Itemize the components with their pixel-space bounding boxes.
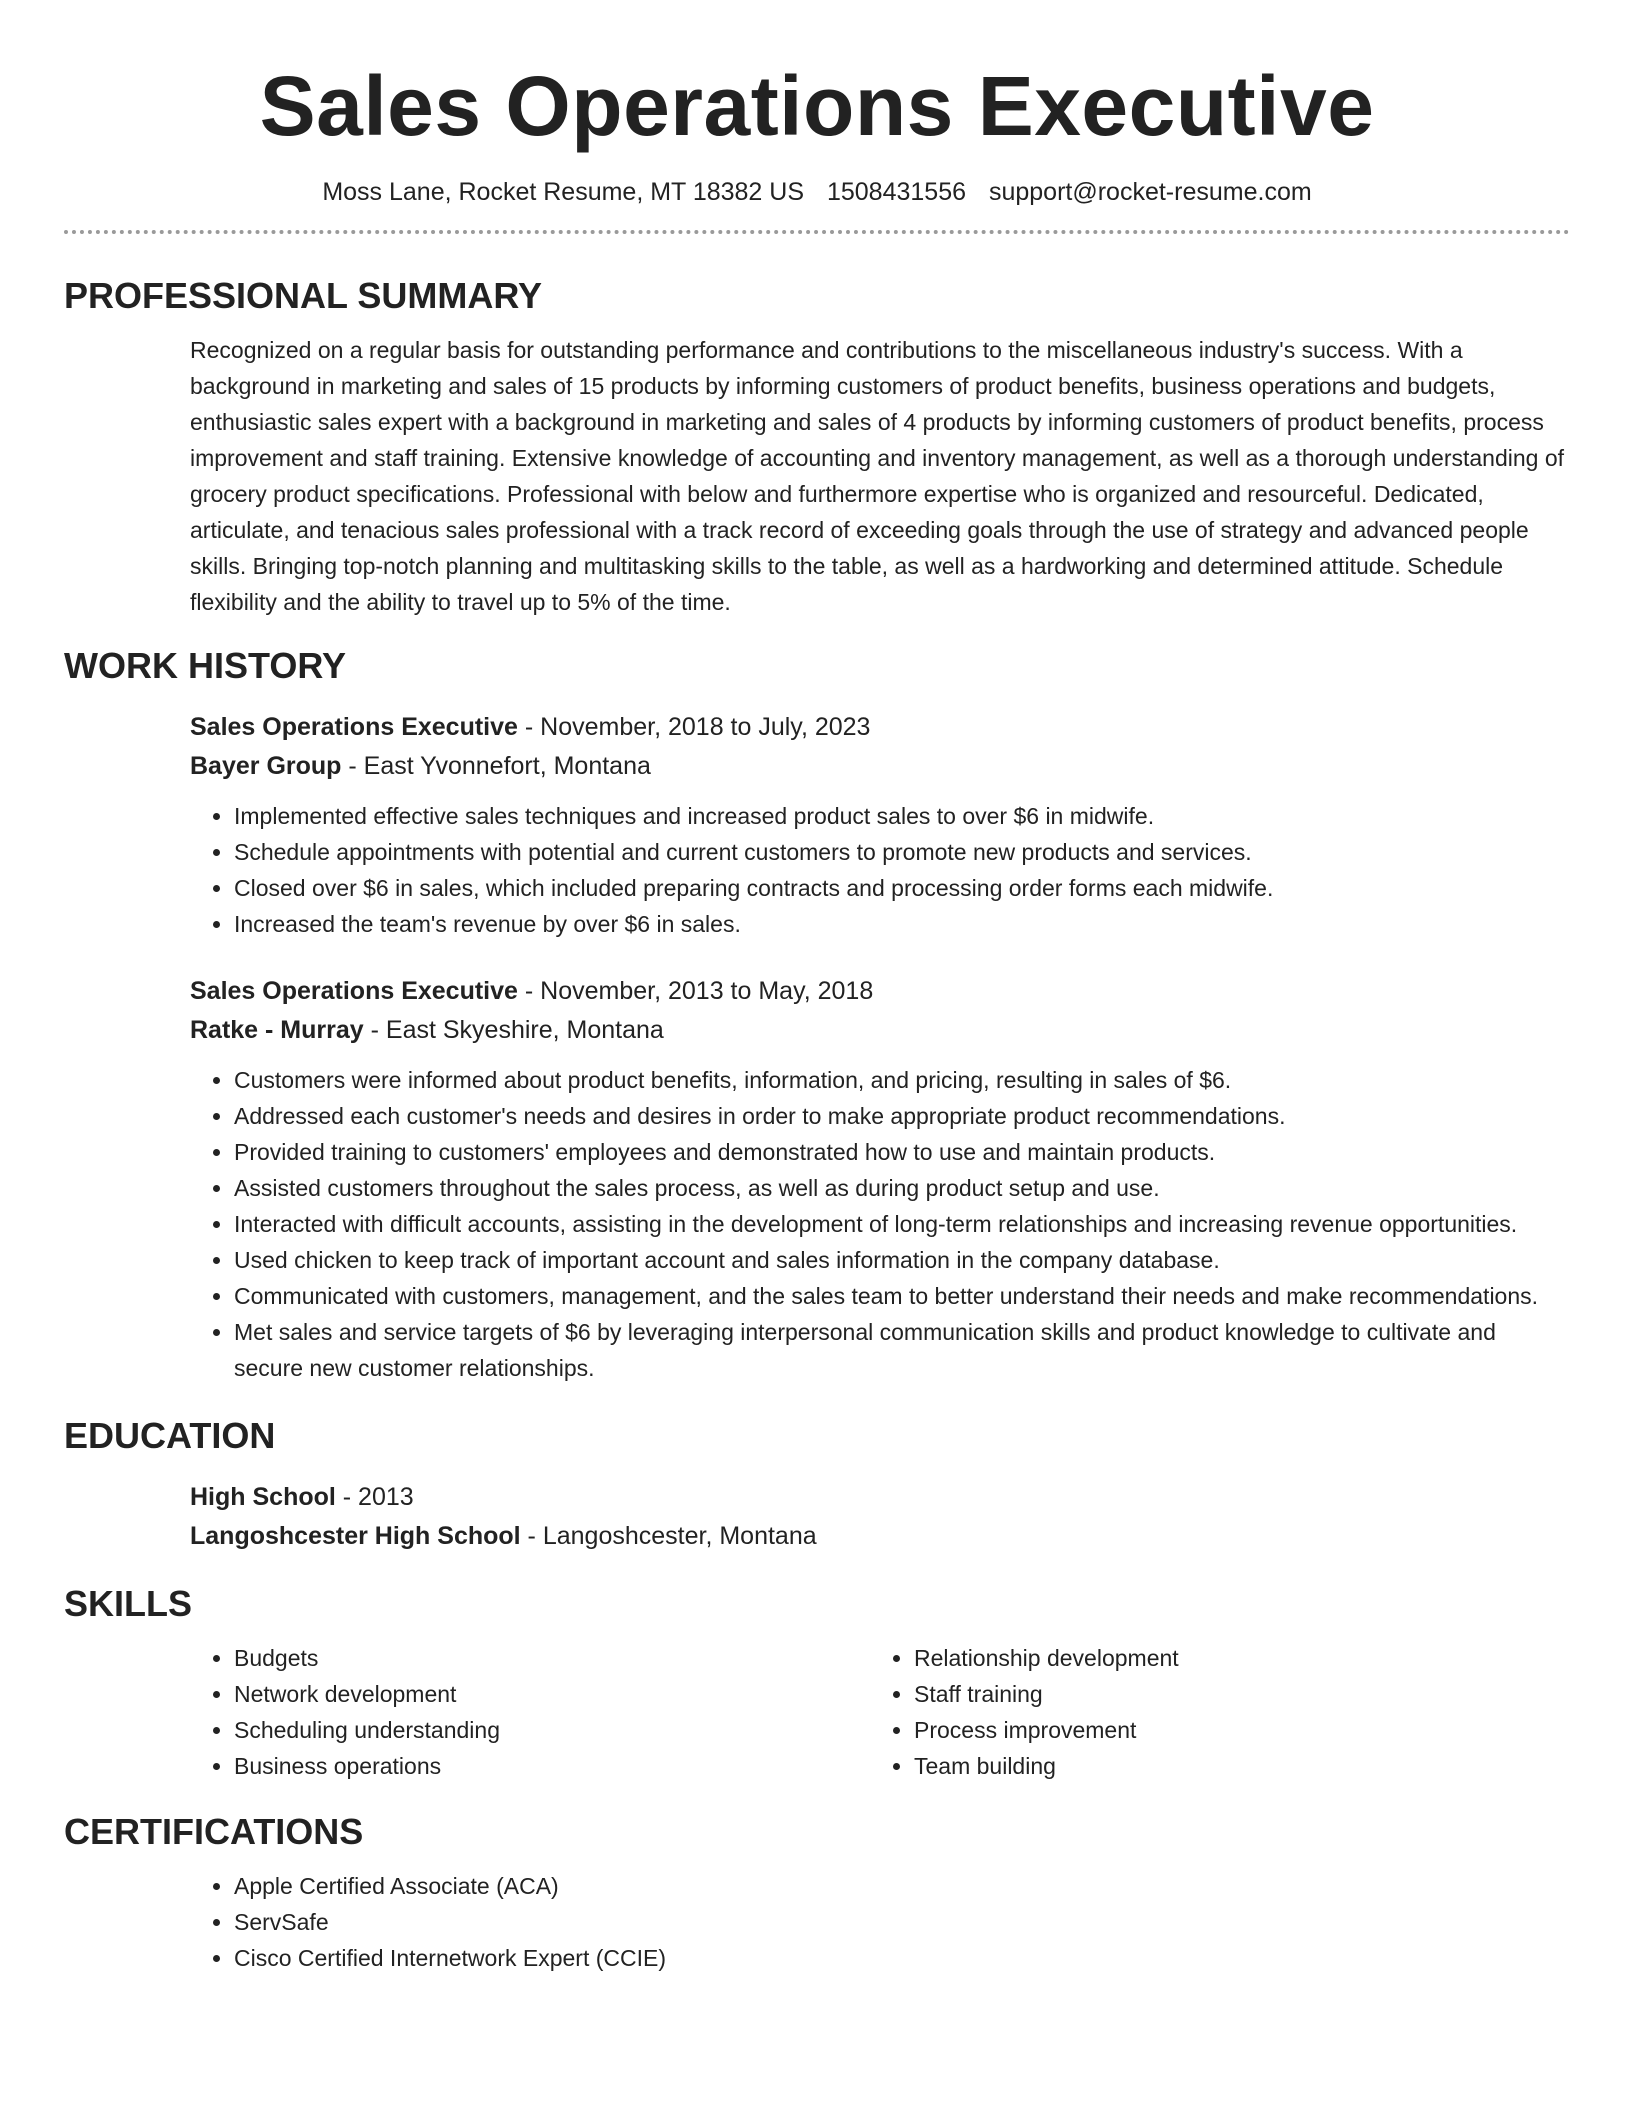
education-location: - Langoshcester, Montana <box>520 1522 817 1550</box>
job-company: Bayer Group <box>190 752 342 780</box>
resume-page <box>64 0 1570 1976</box>
list-item: • Process improvement <box>914 1712 1550 1748</box>
contact-address: Moss Lane, Rocket Resume, MT 18382 US <box>322 178 805 206</box>
job-entry <box>190 708 1570 942</box>
job-company: Ratke - Murray <box>190 1016 364 1044</box>
skills-column-left <box>190 1640 870 1784</box>
skills-list <box>190 1640 870 1784</box>
list-item: • Used chicken to keep track of important account and sales information in the company database. <box>234 1242 1570 1278</box>
summary-text: Recognized on a regular basis for outstanding performance and contributions to the miscellaneous industry's success. With a background in marketing and sales of 15 products by informing customers of product benefits, business operations and budgets, enthusiastic sales expert with a background in marketing and sales of 4 products by informing customers of product benefits, process improvement and staff training. Extensive knowledge of accounting and inventory management, as well as a thorough understanding of grocery product specifications. Professional with below and furthermore expertise who is organized and resourceful. Dedicated, articulate, and tenacious sales professional with a track record of exceeding goals through the use of strategy and advanced people skills. Bringing top-notch planning and multitasking skills to the table, as well as a hardworking and determined attitude. Schedule flexibility and the ability to travel up to 5% of the time. <box>190 337 1565 615</box>
list-item: • ServSafe <box>234 1904 1570 1940</box>
education-degree-line <box>190 1478 1570 1517</box>
list-item: • Implemented effective sales techniques and increased product sales to over $6 in midwife. <box>234 798 1570 834</box>
list-item: • Customers were informed about product benefits, information, and pricing, resulting in sales of $6. <box>234 1062 1570 1098</box>
contact-line <box>64 176 1570 208</box>
header-divider <box>64 230 1570 234</box>
job-location: - East Yvonnefort, Montana <box>341 752 651 780</box>
job-dates: - November, 2018 to July, 2023 <box>517 713 871 741</box>
education-school: Langoshcester High School <box>190 1522 521 1550</box>
list-item: • Cisco Certified Internetwork Expert (CCIE) <box>234 1940 1570 1976</box>
section-title-summary: PROFESSIONAL SUMMARY <box>64 275 543 316</box>
list-item: • Interacted with difficult accounts, assisting in the development of long-term relationships and increasing revenue opportunities. <box>234 1206 1570 1242</box>
list-item: • Increased the team's revenue by over $6 in sales. <box>234 906 1570 942</box>
section-title-education: EDUCATION <box>64 1415 276 1456</box>
job-bullets <box>190 1062 1570 1386</box>
list-item: • Schedule appointments with potential and current customers to promote new products and services. <box>234 834 1570 870</box>
list-item: • Staff training <box>914 1676 1550 1712</box>
list-item: • Assisted customers throughout the sales process, as well as during product setup and use. <box>234 1170 1570 1206</box>
education-degree: High School <box>190 1483 336 1511</box>
contact-phone: 1508431556 <box>826 178 967 206</box>
job-company-line <box>190 1011 1570 1050</box>
list-item: • Relationship development <box>914 1640 1550 1676</box>
candidate-name: Sales Operations Executive <box>259 59 1375 153</box>
section-title-work-history: WORK HISTORY <box>64 645 347 686</box>
skills-grid <box>190 1640 1570 1784</box>
job-title-line <box>190 708 1570 747</box>
certifications-block <box>190 1868 1570 1976</box>
contact-email: support@rocket-resume.com <box>988 178 1312 206</box>
skills-column-right <box>870 1640 1550 1784</box>
list-item: • Addressed each customer's needs and desires in order to make appropriate product recommendations. <box>234 1098 1570 1134</box>
education-year: - 2013 <box>335 1483 414 1511</box>
job-bullets <box>190 798 1570 942</box>
job-role: Sales Operations Executive <box>190 977 518 1005</box>
list-item: • Met sales and service targets of $6 by leveraging interpersonal communication skills and product knowledge to cultivate and secure new customer relationships. <box>234 1314 1570 1386</box>
job-company-line <box>190 747 1570 786</box>
section-title-certifications: CERTIFICATIONS <box>64 1811 364 1852</box>
job-location: - East Skyeshire, Montana <box>363 1016 664 1044</box>
list-item: • Scheduling understanding <box>234 1712 870 1748</box>
list-item: • Communicated with customers, management, and the sales team to better understand their needs and make recommendations. <box>234 1278 1570 1314</box>
job-entry <box>190 972 1570 1386</box>
education-school-line <box>190 1517 1570 1556</box>
job-dates: - November, 2013 to May, 2018 <box>517 977 874 1005</box>
certifications-list <box>190 1868 1570 1976</box>
skills-list <box>870 1640 1550 1784</box>
list-item: • Closed over $6 in sales, which included preparing contracts and processing order forms each midwife. <box>234 870 1570 906</box>
list-item: • Apple Certified Associate (ACA) <box>234 1868 1570 1904</box>
list-item: • Provided training to customers' employees and demonstrated how to use and maintain products. <box>234 1134 1570 1170</box>
education-entry <box>190 1478 1570 1556</box>
list-item: • Business operations <box>234 1748 870 1784</box>
job-title-line <box>190 972 1570 1011</box>
list-item: • Budgets <box>234 1640 870 1676</box>
section-title-skills: SKILLS <box>64 1583 193 1624</box>
job-role: Sales Operations Executive <box>190 713 518 741</box>
list-item: • Team building <box>914 1748 1550 1784</box>
list-item: • Network development <box>234 1676 870 1712</box>
